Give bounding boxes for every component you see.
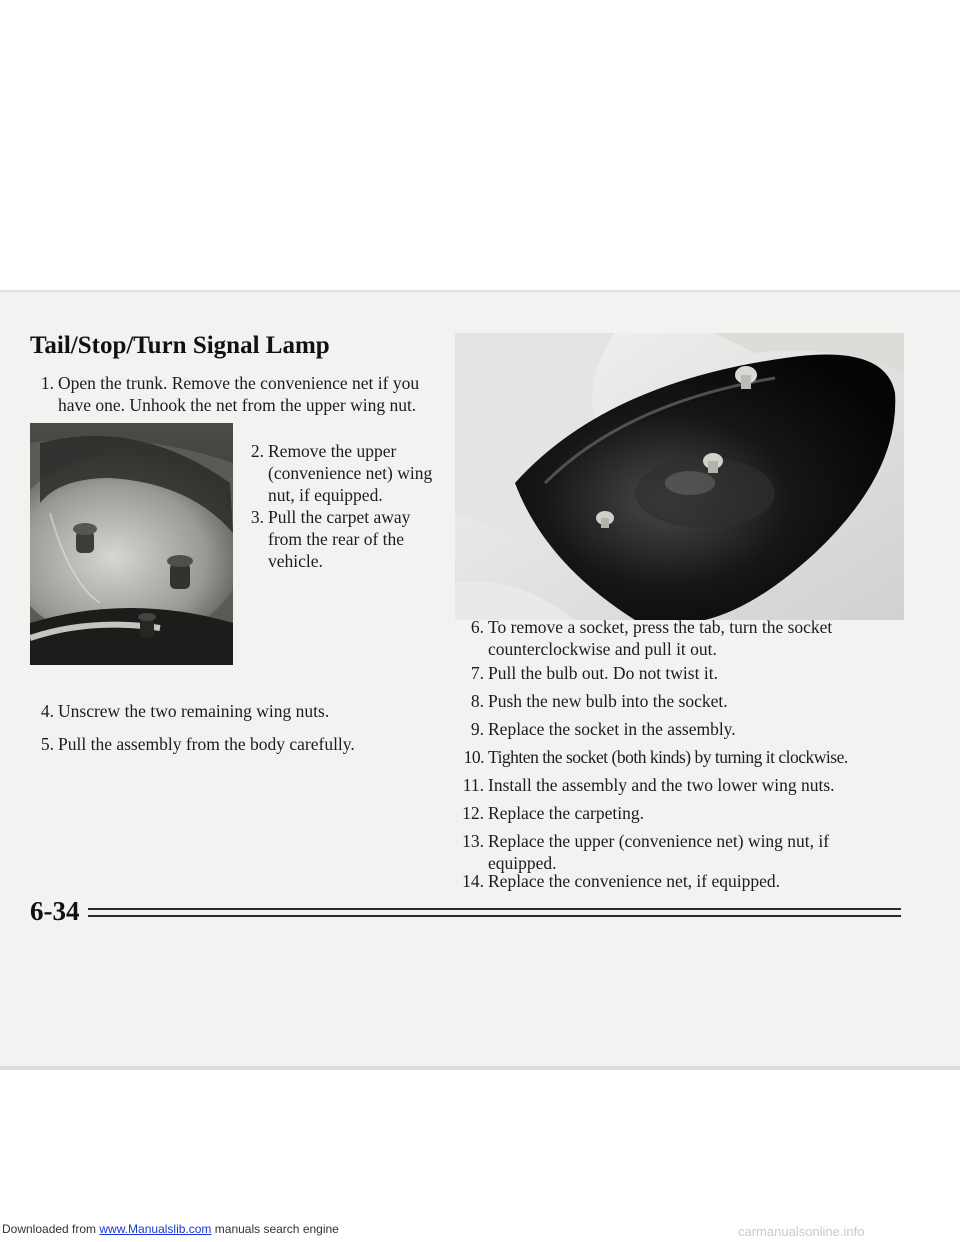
footer-rule <box>88 908 901 910</box>
band-edge-bottom <box>0 1066 960 1070</box>
manualslib-link[interactable]: www.Manualslib.com <box>99 1222 212 1236</box>
step-number: 5. <box>40 734 54 754</box>
step-text: Replace the carpeting. <box>488 803 644 823</box>
step-6 <box>458 616 908 660</box>
footer-rule <box>88 915 901 917</box>
step-7 <box>458 662 908 684</box>
step-14 <box>458 870 908 892</box>
page-title: Tail/Stop/Turn Signal Lamp <box>30 332 330 359</box>
step-3 <box>238 506 448 572</box>
step-number: 12. <box>462 803 484 823</box>
step-number: 6. <box>470 617 484 637</box>
lamp-assembly-photo <box>455 333 904 620</box>
step-number: 4. <box>40 701 54 721</box>
step-number: 11. <box>462 775 484 795</box>
step-text: Open the trunk. Remove the convenience net if you have one. Unhook the net from the upper wing nut. <box>58 373 420 415</box>
step-number: 3. <box>250 507 264 527</box>
step-text: Pull the assembly from the body carefully. <box>58 734 355 754</box>
download-suffix: manuals search engine <box>211 1222 339 1236</box>
step-text: Replace the convenience net, if equipped. <box>488 871 781 891</box>
step-text: Replace the socket in the assembly. <box>488 719 736 739</box>
trunk-wing-nuts-photo <box>30 423 233 665</box>
step-9 <box>458 718 908 740</box>
step-text: Pull the carpet away from the rear of the vehicle. <box>268 507 411 571</box>
step-text: To remove a socket, press the tab, turn the socket counterclockwise and pull it out. <box>488 617 833 659</box>
step-number: 7. <box>470 663 484 683</box>
site-watermark: carmanualsonline.info <box>738 1224 865 1239</box>
step-text: Pull the bulb out. Do not twist it. <box>488 663 718 683</box>
step-text: Push the new bulb into the socket. <box>488 691 728 711</box>
step-2 <box>238 440 448 506</box>
step-13 <box>458 830 898 874</box>
step-number: 10. <box>463 747 484 767</box>
step-number: 13. <box>462 831 484 851</box>
step-10 <box>458 746 920 768</box>
step-text: Remove the upper (convenience net) wing nut, if equipped. <box>268 441 433 505</box>
step-text: Tighten the socket (both kinds) by turning it clockwise. <box>488 747 848 767</box>
step-number: 2. <box>250 441 264 461</box>
download-notice <box>2 1222 339 1236</box>
step-number: 14. <box>462 871 484 891</box>
step-number: 9. <box>470 719 484 739</box>
step-text: Unscrew the two remaining wing nuts. <box>58 701 330 721</box>
step-number: 1. <box>40 373 54 393</box>
step-number: 8. <box>470 691 484 711</box>
step-text: Install the assembly and the two lower wing nuts. <box>488 775 835 795</box>
step-4 <box>28 700 448 722</box>
step-11 <box>458 774 908 796</box>
page-number: 6-34 <box>30 896 80 926</box>
step-text: Replace the upper (convenience net) wing nut, if equipped. <box>488 831 830 873</box>
download-prefix: Downloaded from <box>2 1222 100 1236</box>
step-12 <box>458 802 908 824</box>
step-8 <box>458 690 908 712</box>
step-1 <box>28 372 448 416</box>
step-5 <box>28 733 448 755</box>
